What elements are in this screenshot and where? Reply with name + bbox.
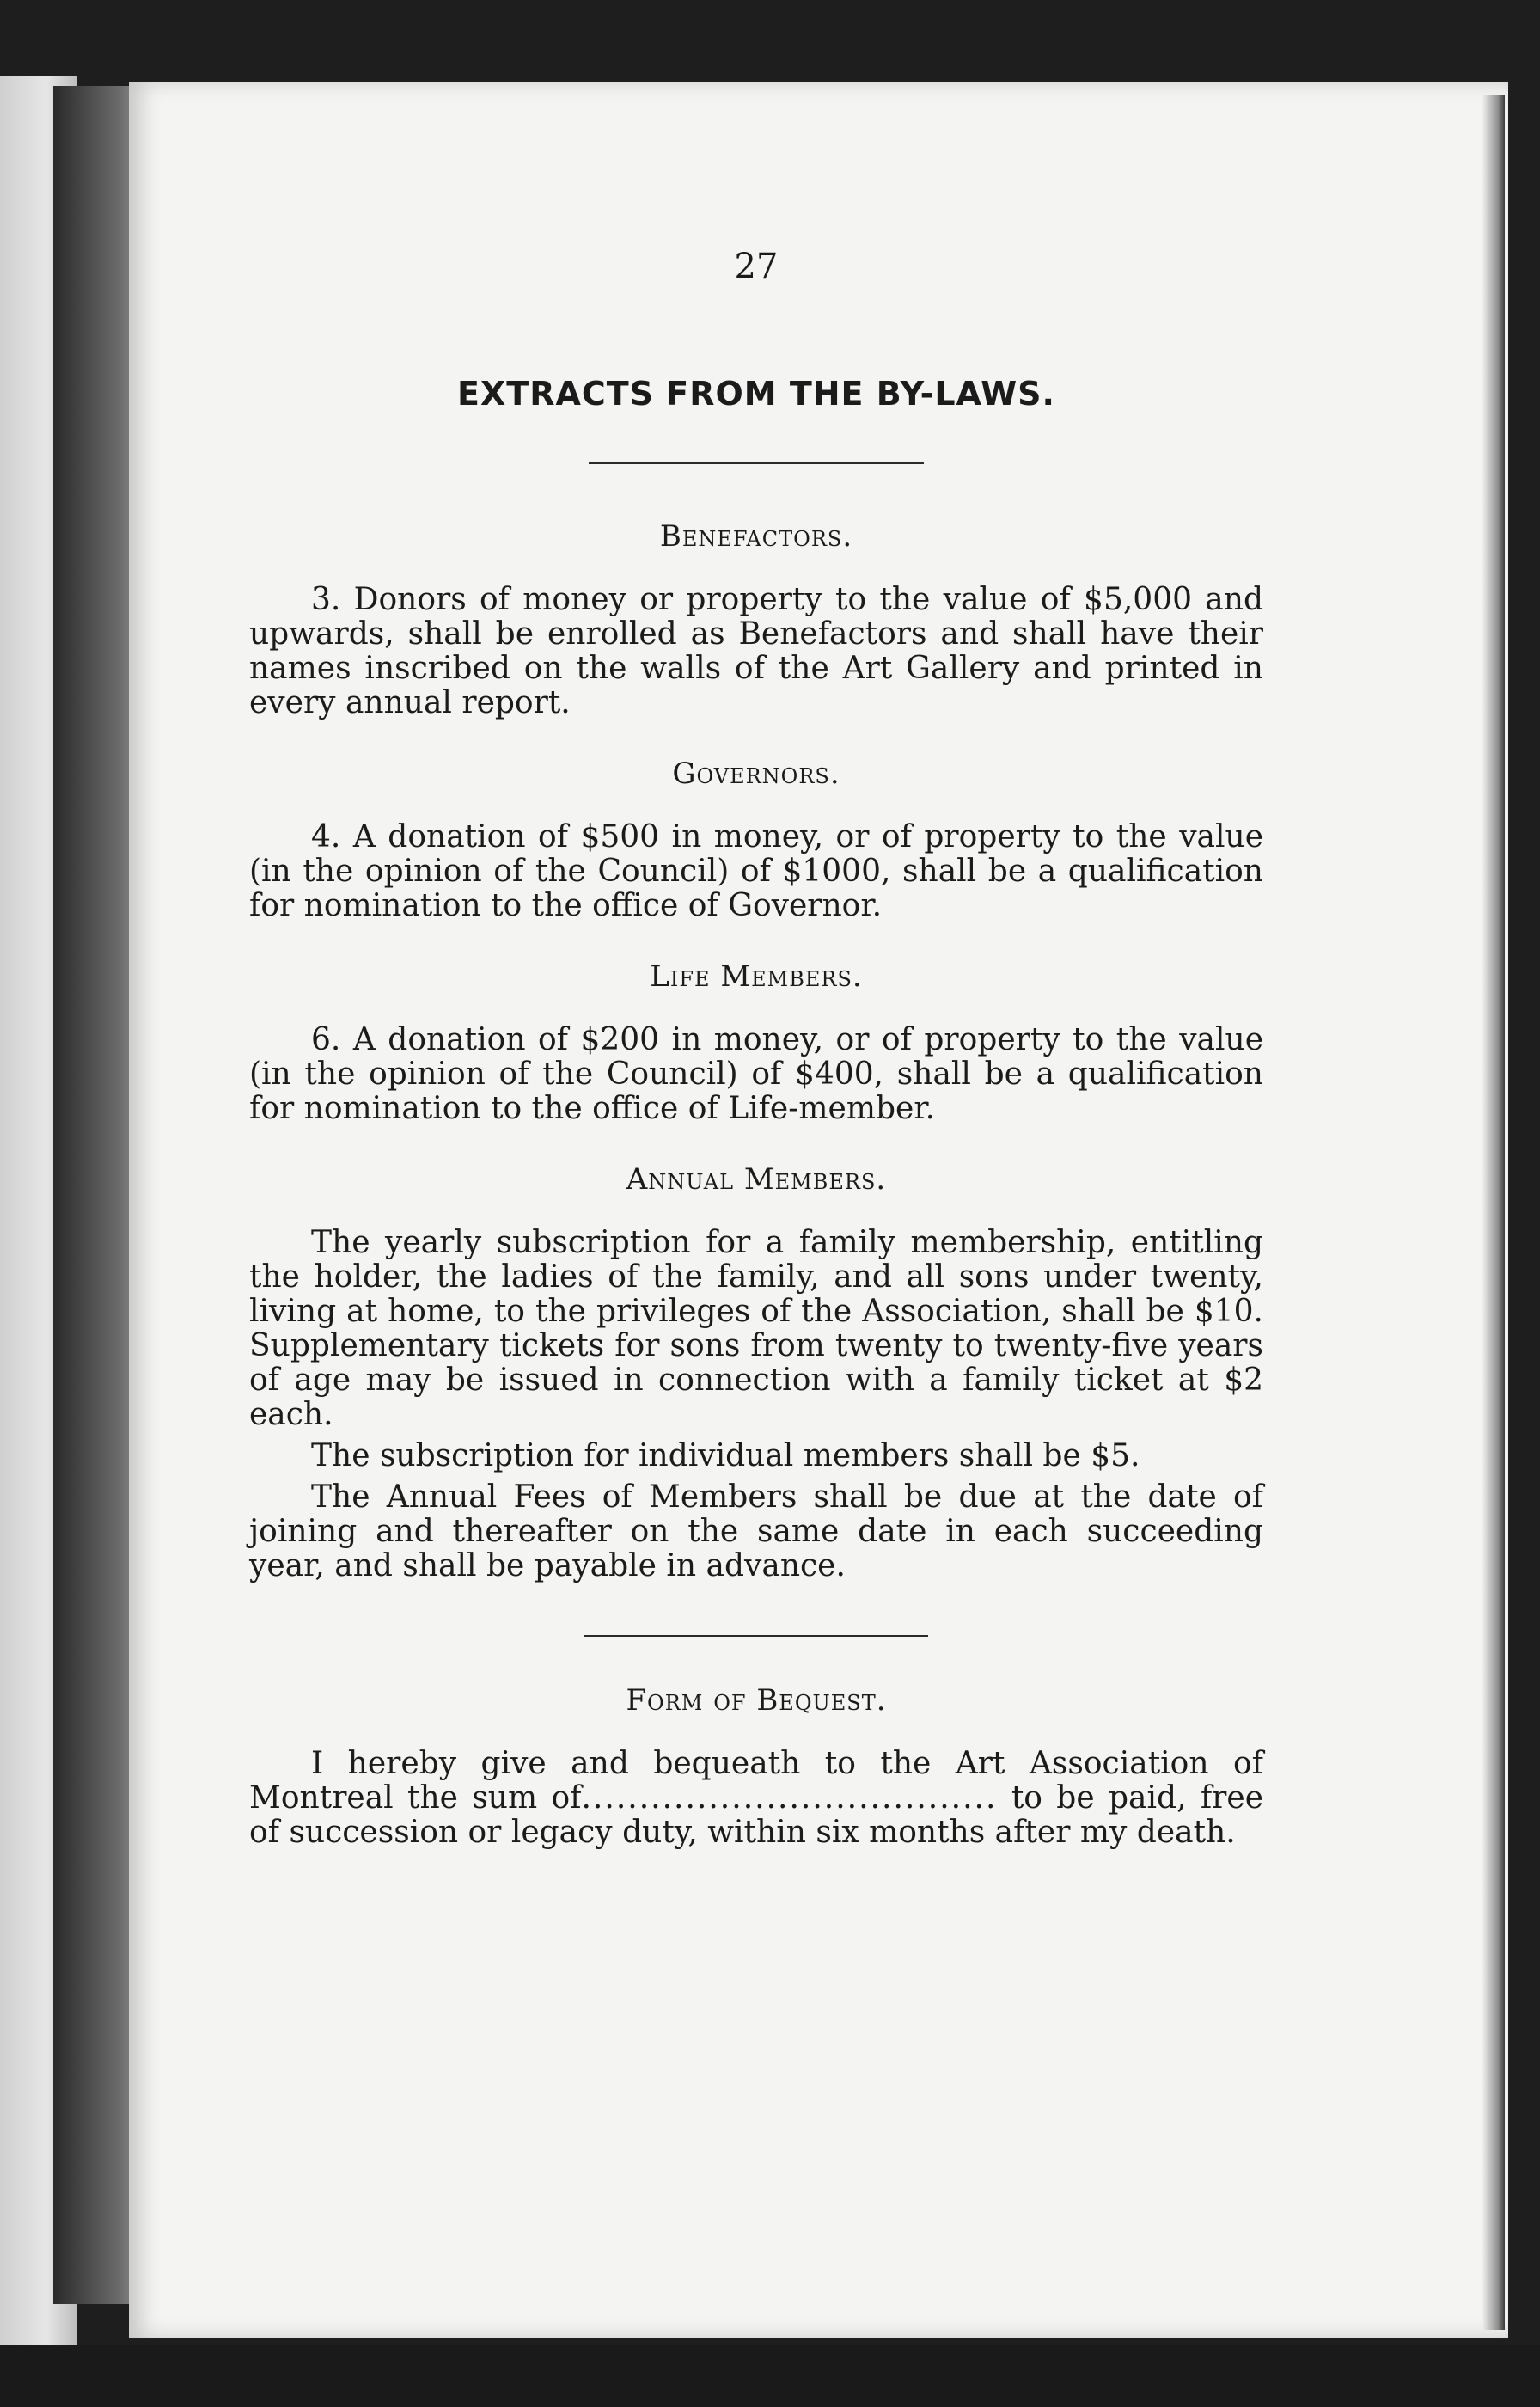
paragraph-annual-members-2: The subscription for individual members shall be $5. <box>311 1438 1140 1473</box>
section-divider <box>584 1635 928 1637</box>
page-number: 27 <box>734 247 779 286</box>
page-fore-edge <box>1482 95 1505 2330</box>
paragraph-life-members: 6. A donation of $200 in money, or of property to the value (in the opinion of the Council) of $400, shall be a qualification for nomination to the office of Life-member. <box>249 1022 1263 1126</box>
heading-life-members: Life Members. <box>650 959 863 994</box>
paragraph-benefactors: 3. Donors of money or property to the value of $5,000 and upwards, shall be enrolled as Benefactors and shall have their names inscribed on the walls of the Art Gallery and printed in every annual report. <box>249 582 1263 720</box>
scan-background <box>0 2345 1540 2407</box>
title-divider <box>589 462 924 464</box>
page-content <box>249 249 1263 1886</box>
heading-governors: Governors. <box>672 756 840 791</box>
heading-form-of-bequest: Form of Bequest. <box>626 1683 887 1718</box>
paragraph-governors: 4. A donation of $500 in money, or of property to the value (in the opinion of the Council) of $1000, shall be a qualification for nomination to the office of Governor. <box>249 819 1263 923</box>
paragraph-annual-members-3: The Annual Fees of Members shall be due at the date of joining and thereafter on the same date in each succeeding year, and shall be payable in advance. <box>249 1479 1263 1583</box>
bequest-text-start: I hereby give and bequeath to the Art Association of Montreal the sum of <box>249 1746 1263 1816</box>
heading-benefactors: Benefactors. <box>659 519 853 554</box>
paragraph-form-of-bequest <box>249 1747 1263 1850</box>
page-title: EXTRACTS FROM THE BY-LAWS. <box>457 375 1055 413</box>
heading-annual-members: Annual Members. <box>626 1162 887 1197</box>
bequest-blank-dots: .................................... <box>581 1780 998 1816</box>
paragraph-annual-members-1: The yearly subscription for a family membership, entitling the holder, the ladies of the family, and all sons under twenty, living at home, to the privileges of the Association, shall be $10. Supplementary tickets for sons from twenty to twenty-five years of age may be issued in connection with a family ticket at $2 each. <box>249 1225 1263 1432</box>
bequest-text-end: to be paid, free of succession or legacy duty, within six months after my death. <box>249 1780 1263 1850</box>
